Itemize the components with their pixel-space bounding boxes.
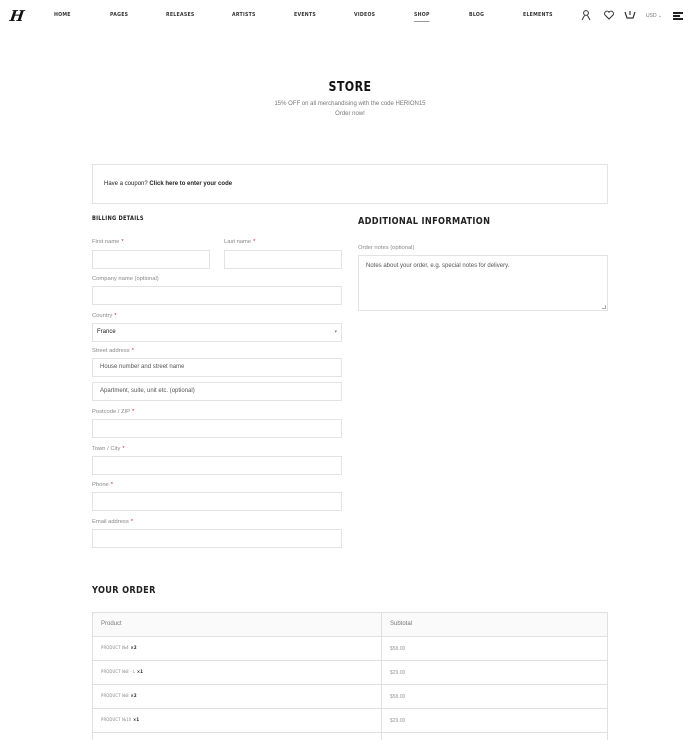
coupon-prefix: Have a coupon?	[104, 181, 148, 187]
first-name-label-text: First name	[92, 239, 120, 245]
required-mark: *	[131, 348, 134, 354]
required-mark: *	[253, 239, 256, 245]
nav-shop[interactable]: SHOP	[414, 12, 430, 18]
street-label-text: Street address	[92, 348, 130, 354]
product-quantity: ×2	[130, 694, 137, 699]
email-input[interactable]	[92, 529, 342, 548]
additional-info-title: ADDITIONAL INFORMATION	[358, 216, 491, 227]
product-quantity: ×1	[136, 670, 144, 675]
nav-home[interactable]: HOME	[54, 12, 71, 18]
company-label: Company name (optional)	[92, 276, 159, 282]
table-row	[93, 637, 607, 661]
order-notes-label: Order notes (optional)	[358, 245, 415, 251]
menu-icon[interactable]	[673, 12, 683, 21]
coupon-text	[104, 181, 232, 187]
last-name-label-text: Last name	[224, 239, 252, 245]
required-mark: *	[122, 446, 125, 452]
table-row	[93, 709, 607, 733]
street-address-1-input[interactable]: House number and street name	[92, 358, 342, 377]
city-input[interactable]	[92, 456, 342, 475]
heart-icon[interactable]	[603, 9, 615, 21]
billing-title: BILLING DETAILS	[92, 215, 144, 222]
first-name-input[interactable]	[92, 250, 210, 269]
last-name-label	[224, 239, 255, 245]
product-subtotal: $29.00	[390, 718, 406, 724]
product-subtotal: $29.00	[390, 670, 406, 676]
city-label	[92, 446, 125, 452]
coupon-link[interactable]: Click here to enter your code	[149, 181, 233, 187]
country-label	[92, 313, 117, 319]
nav-pages[interactable]: PAGES	[110, 12, 129, 18]
order-notes-placeholder: Notes about your order, e.g. special notes for delivery.	[366, 263, 510, 269]
nav-releases[interactable]: RELEASES	[166, 12, 195, 18]
column-header-subtotal: Subtotal	[390, 621, 413, 627]
required-mark: *	[132, 409, 135, 415]
product-name	[101, 646, 137, 651]
product-quantity: ×1	[133, 718, 140, 723]
company-input[interactable]	[92, 286, 342, 305]
cart-icon[interactable]	[624, 9, 636, 21]
page-title: STORE	[328, 80, 372, 95]
phone-input[interactable]	[92, 492, 342, 511]
required-mark: *	[110, 482, 114, 488]
phone-label-text: Phone	[92, 482, 109, 488]
required-mark: *	[114, 313, 117, 319]
table-row	[93, 661, 607, 685]
required-mark: *	[121, 239, 124, 245]
country-select[interactable]	[92, 323, 342, 342]
product-name	[101, 670, 143, 675]
email-label	[92, 519, 133, 525]
coupon-notice	[92, 164, 608, 204]
country-label-text: Country	[92, 313, 113, 319]
city-label-text: Town / City	[92, 446, 121, 452]
postcode-input[interactable]	[92, 419, 342, 438]
table-header-row	[93, 613, 607, 637]
table-row-partial	[93, 733, 607, 740]
postcode-label	[92, 409, 134, 415]
last-name-input[interactable]	[224, 250, 342, 269]
column-header-product: Product	[101, 621, 122, 627]
site-header	[0, 0, 700, 34]
table-row	[93, 685, 607, 709]
order-table	[92, 612, 608, 740]
street-label	[92, 348, 134, 354]
nav-blog[interactable]: BLOG	[469, 12, 485, 18]
email-label-text: Email address	[92, 519, 129, 525]
your-order-title: YOUR ORDER	[92, 585, 156, 596]
phone-label	[92, 482, 113, 488]
order-notes-textarea[interactable]	[358, 255, 608, 311]
chevron-down-icon: ▾	[334, 329, 337, 335]
currency-selector[interactable]: USD ⌄	[646, 13, 663, 19]
product-name-text: PRODUCT №4	[101, 646, 129, 651]
product-name-text: PRODUCT №10	[101, 718, 132, 723]
nav-events[interactable]: EVENTS	[294, 12, 317, 18]
nav-artists[interactable]: ARTISTS	[232, 12, 256, 18]
nav-videos[interactable]: VIDEOS	[354, 12, 376, 18]
resize-handle[interactable]	[602, 305, 606, 309]
product-subtotal: $58.00	[390, 694, 406, 700]
product-name	[101, 694, 137, 699]
country-value: France	[97, 329, 116, 335]
site-logo[interactable]: H	[8, 7, 26, 25]
product-subtotal: $58.00	[390, 646, 406, 652]
product-name-text: PRODUCT №8	[101, 694, 129, 699]
product-name	[101, 718, 139, 723]
product-name-text: PRODUCT №8 - L	[101, 670, 136, 675]
product-quantity: ×2	[130, 646, 137, 651]
street-address-2-input[interactable]: Apartment, suite, unit etc. (optional)	[92, 382, 342, 401]
first-name-label	[92, 239, 124, 245]
promo-cta: Order now!	[335, 111, 365, 117]
postcode-label-text: Postcode / ZIP	[92, 409, 131, 415]
promo-text: 15% OFF on all merchandising with the code HERION15	[274, 101, 426, 107]
required-mark: *	[130, 519, 133, 525]
user-icon[interactable]	[580, 9, 592, 21]
nav-elements[interactable]: ELEMENTS	[523, 12, 553, 18]
